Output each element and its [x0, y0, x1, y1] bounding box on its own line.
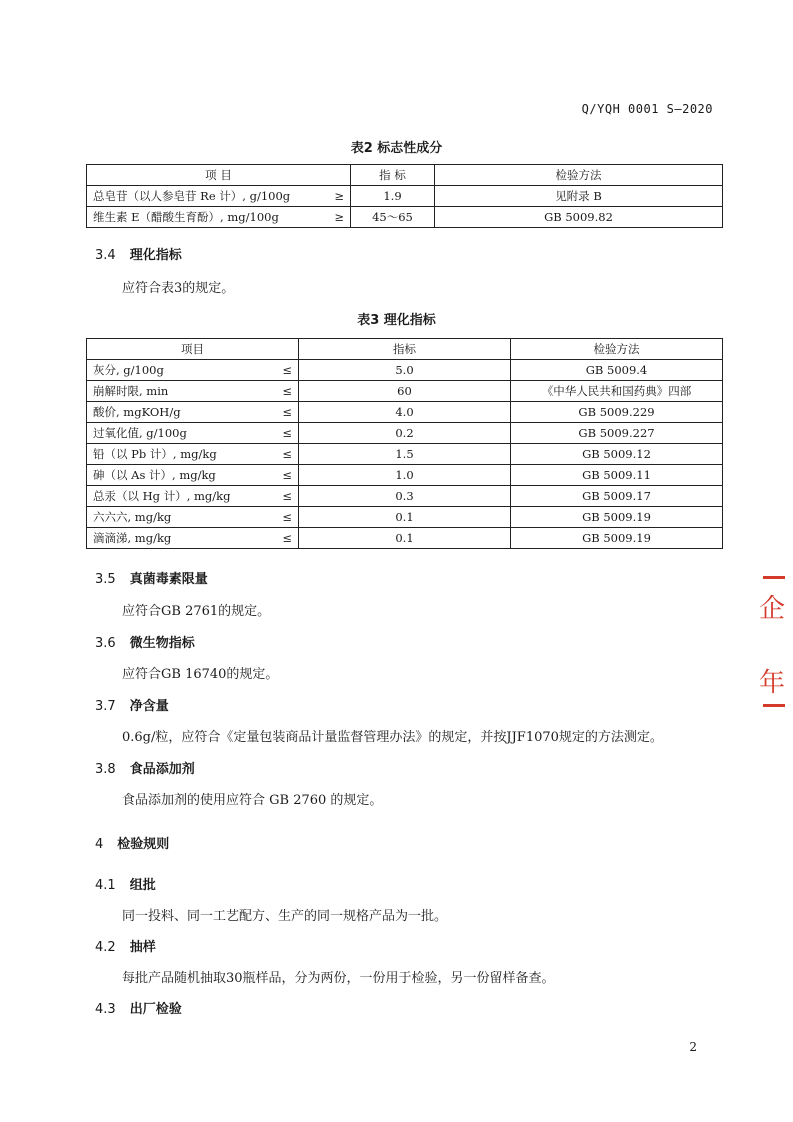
table-row	[87, 528, 723, 549]
section-3-4-text: 应符合表3的规定。	[122, 281, 235, 296]
table2-header-row	[87, 165, 723, 186]
table-row	[87, 465, 723, 486]
table-row	[87, 444, 723, 465]
table-row	[87, 381, 723, 402]
comparison-symbol: ≥	[334, 189, 344, 203]
table-row	[87, 402, 723, 423]
method-cell: GB 5009.11	[511, 465, 723, 486]
section-4-2-heading: 4.2 抽样	[95, 940, 156, 955]
standard-code: Q/YQH 0001 S—2020	[581, 102, 713, 116]
section-3-5-text: 应符合GB 2761的规定。	[122, 604, 271, 619]
comparison-symbol: ≤	[282, 531, 292, 545]
item-name: 酸价, mgKOH/g	[93, 405, 181, 419]
item-cell	[87, 444, 299, 465]
section-3-8-heading: 3.8 食品添加剂	[95, 762, 195, 777]
comparison-symbol: ≤	[282, 426, 292, 440]
comparison-symbol: ≤	[282, 447, 292, 461]
table3	[86, 338, 723, 549]
item-name: 铅（以 Pb 计）, mg/kg	[93, 447, 217, 461]
table3-title: 表3 理化指标	[357, 313, 436, 328]
seal-mark	[763, 576, 785, 579]
method-cell: 《中华人民共和国药典》四部	[511, 381, 723, 402]
section-3-5-heading: 3.5 真菌毒素限量	[95, 572, 208, 587]
table2-header-method: 检验方法	[435, 165, 723, 186]
method-cell: GB 5009.19	[511, 528, 723, 549]
table2-title: 表2 标志性成分	[350, 141, 443, 156]
item-cell	[87, 423, 299, 444]
comparison-symbol: ≤	[282, 510, 292, 524]
method-cell: 见附录 B	[435, 186, 723, 207]
table-row	[87, 507, 723, 528]
item-name: 崩解时限, min	[93, 384, 169, 398]
value-cell: 4.0	[299, 402, 511, 423]
item-name: 六六六, mg/kg	[93, 510, 172, 524]
method-cell: GB 5009.17	[511, 486, 723, 507]
table2-header-item: 项 目	[87, 165, 351, 186]
section-3-6-text: 应符合GB 16740的规定。	[122, 667, 279, 682]
method-cell: GB 5009.12	[511, 444, 723, 465]
table2	[86, 164, 723, 228]
item-name: 总皂苷（以人参皂苷 Re 计）, g/100g	[93, 189, 291, 203]
table-row	[87, 186, 723, 207]
value-cell: 1.9	[351, 186, 435, 207]
section-3-7-heading: 3.7 净含量	[95, 699, 169, 714]
section-3-8-text: 食品添加剂的使用应符合 GB 2760 的规定。	[122, 793, 383, 808]
method-cell: GB 5009.4	[511, 360, 723, 381]
item-cell	[87, 360, 299, 381]
section-3-4-heading: 3.4 理化指标	[95, 248, 182, 263]
value-cell: 45～65	[351, 207, 435, 228]
value-cell: 1.0	[299, 465, 511, 486]
method-cell: GB 5009.82	[435, 207, 723, 228]
comparison-symbol: ≤	[282, 489, 292, 503]
section-3-7-text: 0.6g/粒，应符合《定量包装商品计量监督管理办法》的规定，并按JJF1070规定的方法测定。	[122, 730, 663, 745]
section-4-2-text: 每批产品随机抽取30瓶样品，分为两份，一份用于检验，另一份留样备查。	[122, 971, 555, 986]
comparison-symbol: ≤	[282, 363, 292, 377]
comparison-symbol: ≤	[282, 468, 292, 482]
item-cell	[87, 486, 299, 507]
value-cell: 1.5	[299, 444, 511, 465]
item-cell	[87, 402, 299, 423]
table3-header-item: 项目	[87, 339, 299, 360]
seal-char-2: 年	[758, 668, 785, 698]
section-3-6-heading: 3.6 微生物指标	[95, 636, 195, 651]
seal-mark	[763, 704, 785, 707]
item-cell	[87, 381, 299, 402]
section-4-1-heading: 4.1 组批	[95, 878, 156, 893]
method-cell: GB 5009.19	[511, 507, 723, 528]
page-number: 2	[689, 1040, 697, 1054]
table2-header-value: 指 标	[351, 165, 435, 186]
comparison-symbol: ≤	[282, 405, 292, 419]
value-cell: 0.1	[299, 528, 511, 549]
item-name: 灰分, g/100g	[93, 363, 164, 377]
comparison-symbol: ≥	[334, 210, 344, 224]
item-name: 维生素 E（醋酸生育酚）, mg/100g	[93, 210, 279, 224]
table-row	[87, 360, 723, 381]
seal-char-1: 企	[758, 594, 785, 624]
value-cell: 60	[299, 381, 511, 402]
item-name: 总汞（以 Hg 计）, mg/kg	[93, 489, 231, 503]
table-row	[87, 207, 723, 228]
item-name: 滴滴涕, mg/kg	[93, 531, 172, 545]
item-cell	[87, 465, 299, 486]
table3-header-value: 指标	[299, 339, 511, 360]
table-row	[87, 423, 723, 444]
item-cell	[87, 207, 351, 228]
item-cell	[87, 528, 299, 549]
value-cell: 0.3	[299, 486, 511, 507]
section-4-heading: 4 检验规则	[95, 837, 170, 852]
item-cell	[87, 186, 351, 207]
table3-header-row	[87, 339, 723, 360]
item-name: 过氧化值, g/100g	[93, 426, 187, 440]
comparison-symbol: ≤	[282, 384, 292, 398]
value-cell: 0.2	[299, 423, 511, 444]
section-4-1-text: 同一投料、同一工艺配方、生产的同一规格产品为一批。	[122, 909, 448, 924]
method-cell: GB 5009.227	[511, 423, 723, 444]
value-cell: 5.0	[299, 360, 511, 381]
item-name: 砷（以 As 计）, mg/kg	[93, 468, 216, 482]
method-cell: GB 5009.229	[511, 402, 723, 423]
table-row	[87, 486, 723, 507]
item-cell	[87, 507, 299, 528]
value-cell: 0.1	[299, 507, 511, 528]
section-4-3-heading: 4.3 出厂检验	[95, 1002, 182, 1017]
table3-header-method: 检验方法	[511, 339, 723, 360]
